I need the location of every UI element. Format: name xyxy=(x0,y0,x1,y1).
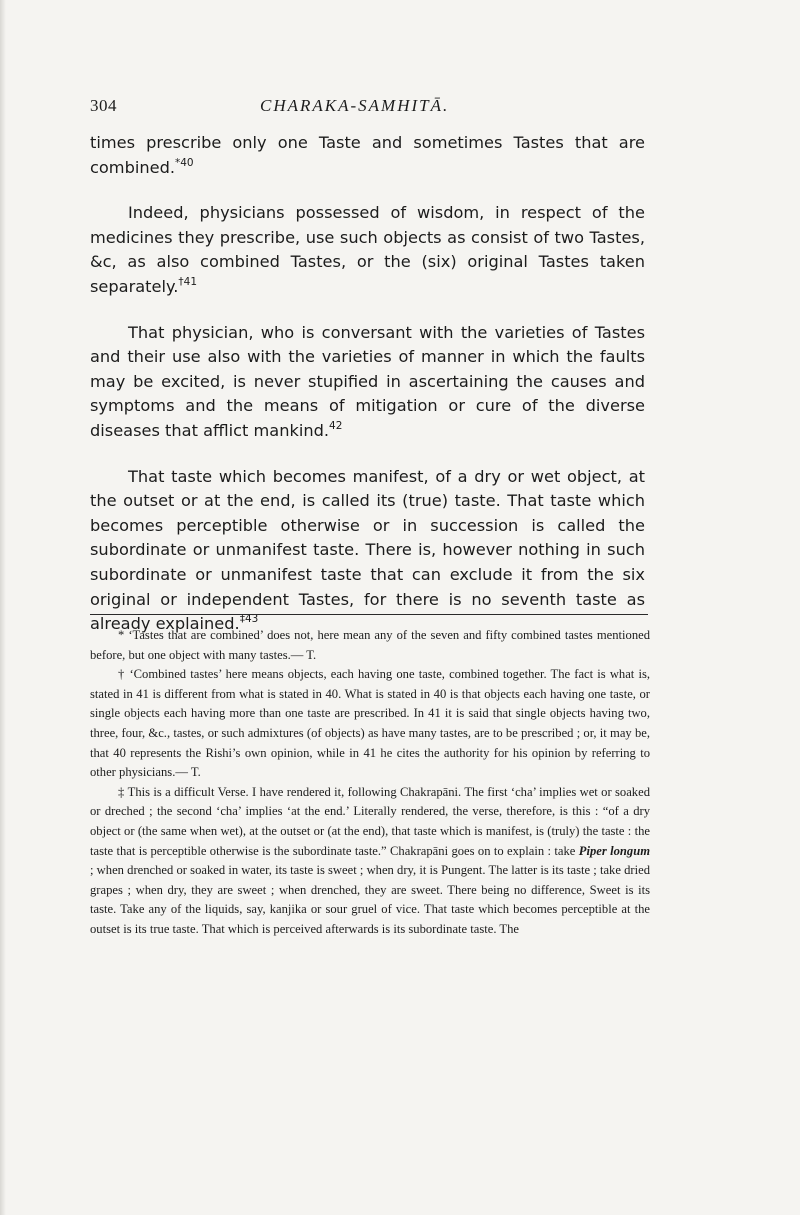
paragraph-2-text: Indeed, physicians possessed of wisdom, in respect of the medicines they prescribe, use such objects as consist of two Tastes, &c, as also combined Tastes, or the (six) original Tastes taken separately. xyxy=(90,203,645,296)
paragraph-1 xyxy=(90,131,645,180)
footnote-ref-43: ‡43 xyxy=(239,613,259,626)
page-edge-shadow xyxy=(0,0,6,1215)
footnote-ref-42: 42 xyxy=(329,419,343,432)
paragraph-3 xyxy=(90,321,645,444)
footnote-3-part-1: ‡ This is a difficult Verse. I have rendered it, following Chakrapāni. The first ‘cha’ implies wet or soaked or dreched ; the second ‘cha’ implies ‘at the end.’ Literally rendered, the verse, therefore, is this : “of a dry object or (the same when wet), at the outset or (at the end), that taste which is manifest, is (truly) the taste : the taste that is perceptible otherwise is the subordinate taste.” Chakrapāni goes on to explain : take xyxy=(90,784,650,858)
paragraph-1-text: times prescribe only one Taste and sometimes Tastes that are combined. xyxy=(90,133,645,177)
footnote-3 xyxy=(90,783,650,940)
main-text xyxy=(90,131,645,658)
paragraph-3-text: That physician, who is conversant with the varieties of Tastes and their use also with the varieties of manner in which the faults may be excited, is never stupified in ascertaining the causes and symptoms and the means of mitigation or cure of the diverse diseases that afflict mankind. xyxy=(90,322,645,440)
footnote-divider xyxy=(90,614,648,615)
paragraph-2 xyxy=(90,201,645,299)
paragraph-4 xyxy=(90,465,645,637)
paragraph-4-text: That taste which becomes manifest, of a dry or wet object, at the outset or at the end, is called its (true) taste. That taste which becomes perceptible otherwise or in succession is called the subordinate or unmanifest taste. There is, however nothing in such subordinate or unmanifest taste that can exclude it from the six original or independent Tastes, for there is no seventh taste as already explained. xyxy=(90,466,645,634)
footnote-2: † ‘Combined tastes’ here means objects, each having one taste, combined together. The fact is what is, stated in 41 is different from what is stated in 40. What is stated in 40 is that objects each having one taste, or single objects each having more than one taste are prescribed. In 41 it is said that single objects having two, three, four, &c., tastes, or such admixtures (of objects) as have many tastes, are to be prescribed ; or, it may be, that 40 represents the Rishi’s own opinion, while in 41 he cites the authority for his opinion by referring to other physicians.— T. xyxy=(90,667,650,780)
footnote-3-italic-term: Piper longum xyxy=(578,843,651,858)
footnotes xyxy=(90,626,650,940)
running-title: CHARAKA-SAMHITĀ. xyxy=(260,96,450,115)
page-header xyxy=(90,96,645,120)
footnote-3-part-2: ; when drenched or soaked in water, its taste is sweet ; when dry, it is Pungent. The latter is its taste ; take dried grapes ; when dry, they are sweet ; when drenched, they are sweet. There being no difference, Sweet is its taste. Take any of the liquids, say, kanjika or sour gruel of vice. That taste which becomes perceptible at the outset is its true taste. That which is perceived afterwards is its subordinate taste. The xyxy=(90,863,650,936)
footnote-ref-41: †41 xyxy=(178,275,198,288)
footnote-1: * ‘Tastes that are combined’ does not, here mean any of the seven and fifty combined tastes mentioned before, but one object with many tastes.— T. xyxy=(90,628,650,662)
footnote-ref-40: *40 xyxy=(174,156,194,169)
page-number: 304 xyxy=(90,96,117,115)
